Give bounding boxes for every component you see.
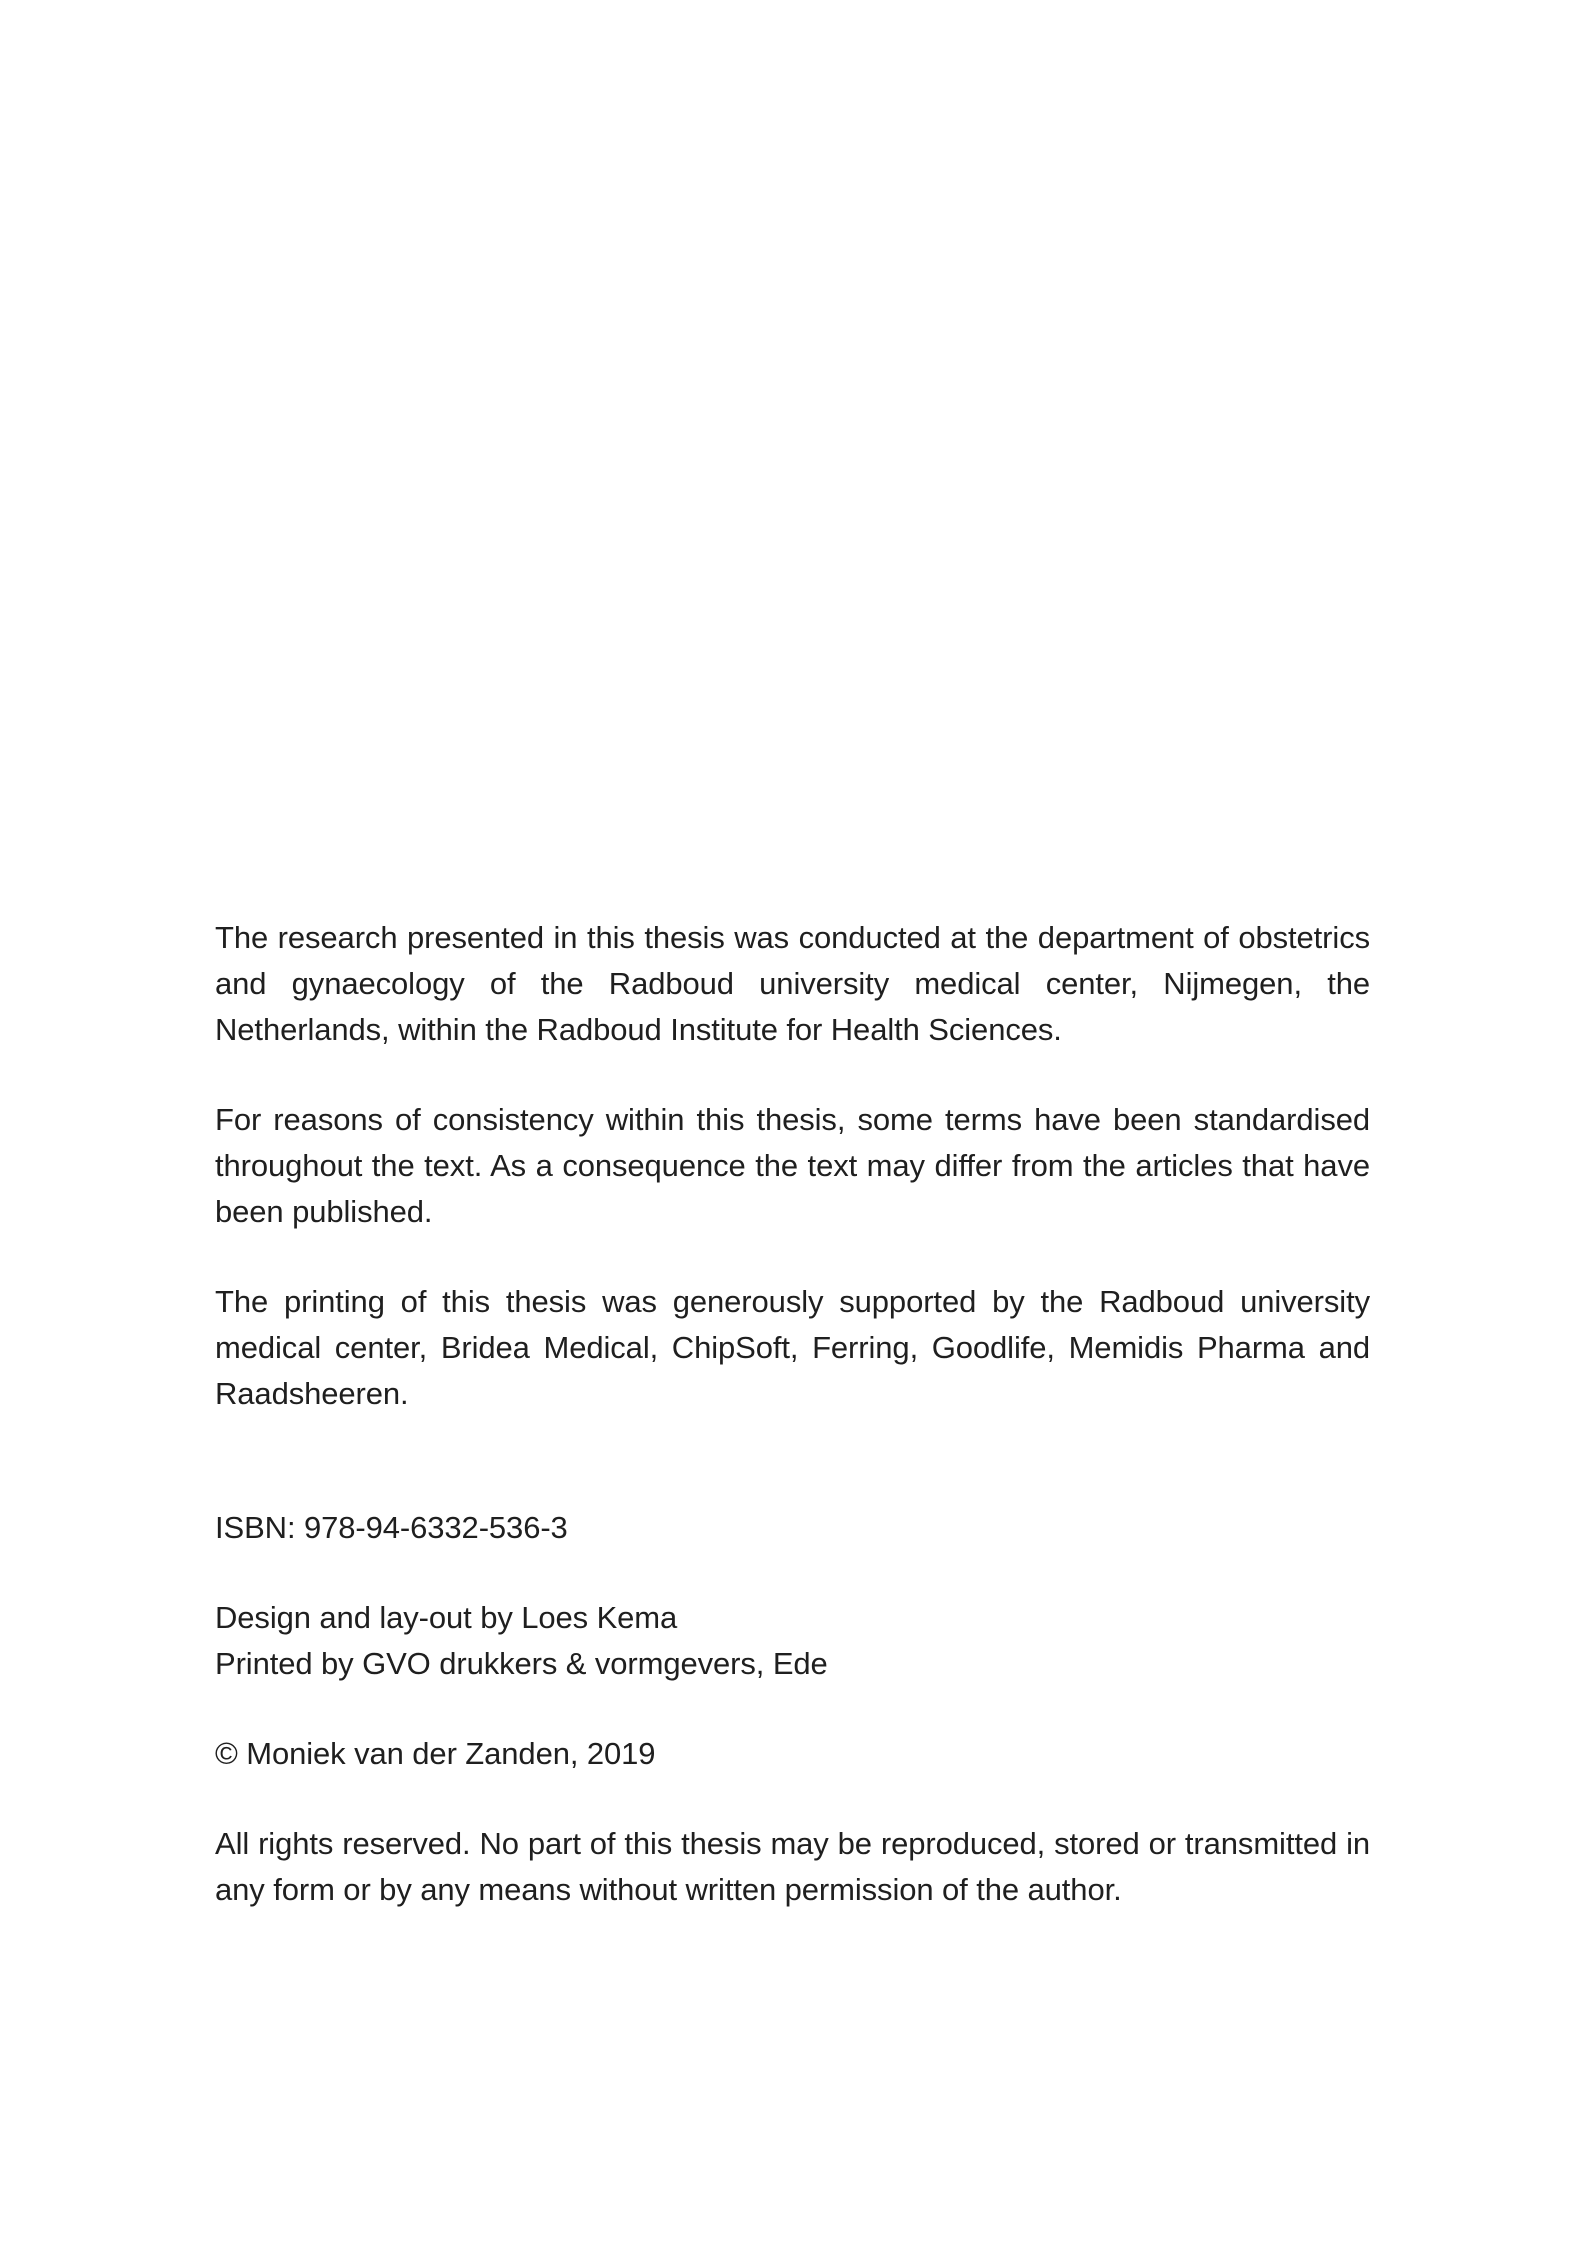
design-credit-line: Design and lay-out by Loes Kema: [215, 1600, 678, 1635]
copyright-line: © Moniek van der Zanden, 2019: [215, 1736, 656, 1771]
printing-support-paragraph: The printing of this thesis was generously supported by the Radboud university medical center, Bridea Medical, ChipSoft, Ferring, Goodlife, Memidis Pharma and Raadsheeren.: [215, 1284, 1370, 1411]
rights-notice-paragraph: All rights reserved. No part of this thesis may be reproduced, stored or transmitted in any form or by any means without written permission of the author.: [215, 1826, 1370, 1907]
research-note-paragraph: The research presented in this thesis was conducted at the department of obstetrics and gynaecology of the Radboud university medical center, Nijmegen, the Netherlands, within the Radboud Institute for Health Sciences.: [215, 920, 1370, 1047]
print-credit-line: Printed by GVO drukkers & vormgevers, Ede: [215, 1646, 828, 1681]
credits-block: [215, 1595, 1370, 1687]
consistency-note-paragraph: For reasons of consistency within this thesis, some terms have been standardised throughout the text. As a consequence the text may differ from the articles that have been published.: [215, 1102, 1370, 1229]
colophon-text-block: [215, 915, 1370, 1913]
isbn-line: ISBN: 978-94-6332-536-3: [215, 1510, 568, 1545]
